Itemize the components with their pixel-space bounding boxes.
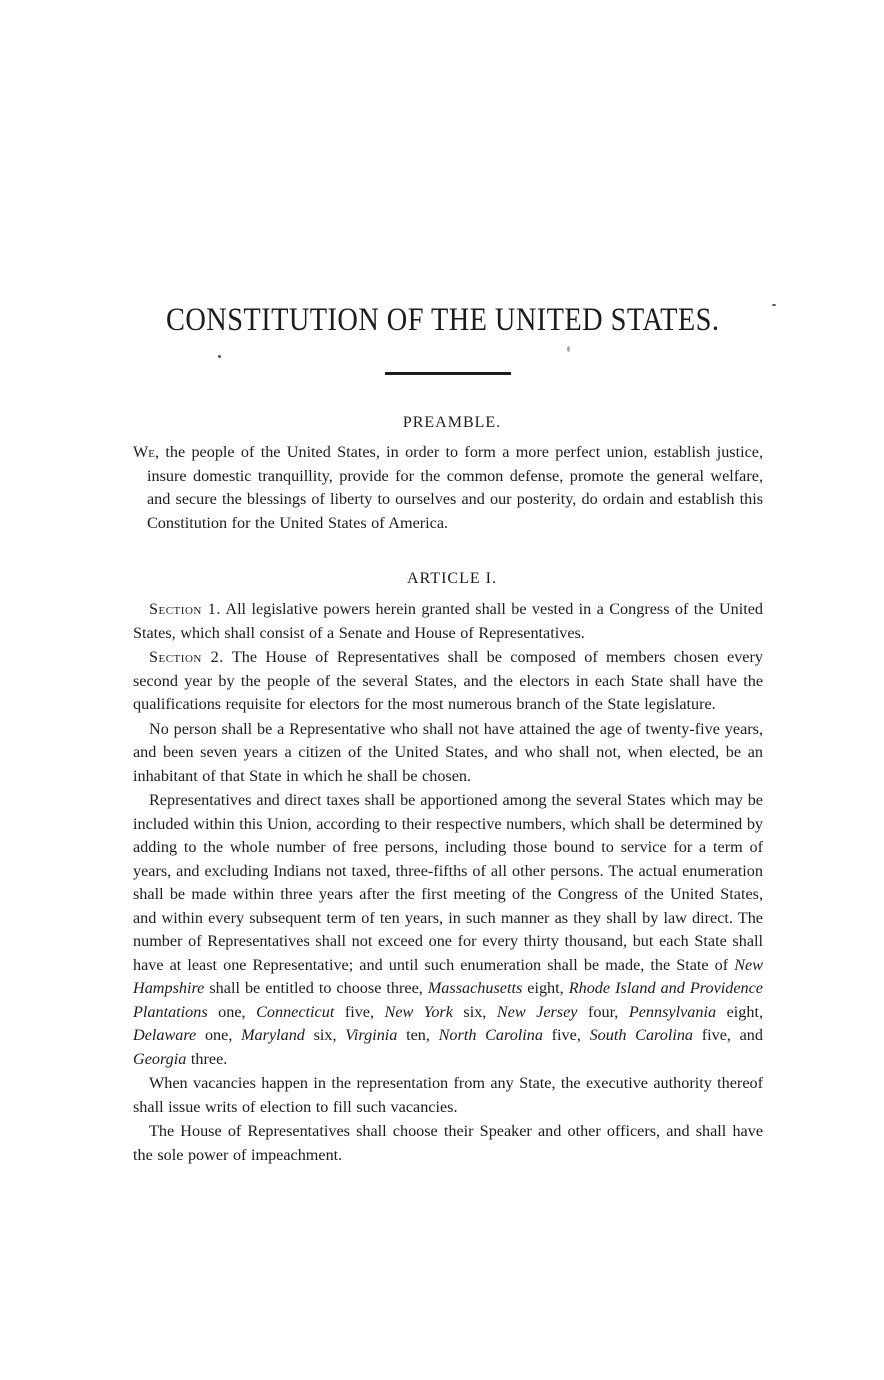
apportionment-text: ten, [397,1026,439,1044]
apportionment-text: six, [452,1002,497,1021]
state-name: New Hampshire [133,955,763,997]
section-1-label: Section 1. [149,600,221,618]
qualifications-paragraph: No person shall be a Representative who shall not have attained the age of twenty-five years, and been seven years a citizen of the United States, and who shall not, when elected, be an inhabitant of that State in which he shall be chosen. [133,719,763,785]
print-speck [772,304,776,306]
apportionment-text: one, [207,1002,257,1021]
speaker-paragraph: The House of Representatives shall choose their Speaker and other officers, and shall have the sole power of impeachment. [133,1122,763,1164]
state-name: Delaware [133,1026,197,1044]
preamble-heading: PREAMBLE. [402,414,502,431]
apportionment-text: five, [334,1002,385,1021]
preamble-paragraph [133,441,763,535]
apportionment-text: three. [186,1049,228,1068]
state-name: New Jersey [496,1002,578,1021]
print-speck [567,346,570,352]
section-2-paragraph [133,646,763,717]
vacancies-paragraph: When vacancies happen in the representation from any State, the executive authority thereof shall issue writs of election to fill such vacancies. [133,1074,763,1116]
apportionment-text: Representatives and direct taxes shall be apportioned among the several States which may be included within this Union, according to their respective numbers, which shall be determined by adding to the whole number of free persons, including those bound to service for a term of years, and excluding Indians not taxed, three-fifths of all other persons. The actual enumeration shall be made within three years after the first meeting of the Congress of the United States, and within every subsequent term of ten years, in such manner as they shall by law direct. The number of Representatives shall not exceed one for every thirty thousand, but each State shall have at least one Representative; and until such enumeration shall be made, the State of [133,791,764,974]
apportionment-text: shall be entitled to choose three, [204,979,428,997]
preamble-lead-word: We [133,443,155,461]
apportionment-text: one, [196,1026,242,1044]
section-2-label: Section 2. [149,648,224,666]
article-heading: ARTICLE I. [407,570,497,587]
apportionment-text: five, and [693,1026,763,1044]
state-name: New York [384,1002,453,1021]
preamble-text: , the people of the United States, in order to form a more perfect union, establish justice, insure domestic tranquillity, provide for the common defense, promote the general welfare, and secure the blessings of liberty to ourselves and our posterity, do ordain and establish this Constitution for the United States of America. [147,443,763,532]
print-speck [218,355,221,358]
article-body [133,598,763,1168]
apportionment-text: six, [304,1026,346,1044]
apportionment-paragraph [133,789,763,1071]
section-2-text: The House of Representatives shall be composed of members chosen every second year by the people of the several States, and the electors in each State shall have the qualifications requisite for electors for the most numerous branch of the State legislature. [133,648,763,713]
apportionment-text: eight, [716,1002,763,1021]
apportionment-text: five, [542,1026,590,1044]
state-name: Rhode Island and Providence Plantations [133,979,763,1021]
state-name: Virginia [345,1026,398,1044]
state-name: Georgia [133,1049,187,1068]
section-1-text: All legislative powers herein granted shall be vested in a Congress of the United States, which shall consist of a Senate and House of Representatives. [133,600,763,642]
state-name: Massachusetts [427,979,523,997]
apportionment-text: four, [577,1002,629,1021]
title-divider [385,372,511,375]
document-title: CONSTITUTION OF THE UNITED STATES. [166,302,720,338]
state-name: Pennsylvania [628,1002,717,1021]
state-name: North Carolina [438,1026,543,1044]
section-1-paragraph [133,598,763,645]
state-name: Maryland [241,1026,305,1044]
state-name: South Carolina [589,1026,694,1044]
apportionment-text: eight, [522,979,569,997]
preamble-body [133,441,763,535]
state-name: Connecticut [256,1002,335,1021]
